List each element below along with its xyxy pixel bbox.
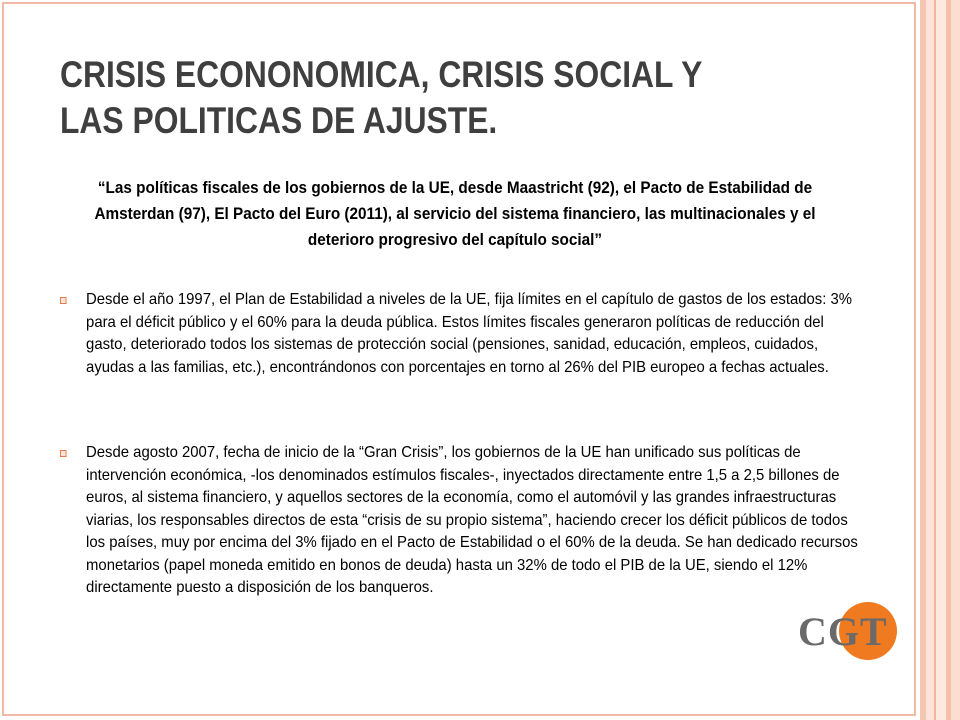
decorative-stripe xyxy=(936,0,946,720)
bullet-text: Desde agosto 2007, fecha de inicio de la “Gran Crisis”, los gobiernos de la UE han unificado sus políticas de intervención económica, -los denominados estímulos fiscales-, inyectados directamente entre 1,5 a 2,5 billones de euros, al sistema financiero, y aquellos sectores de la economía, como el automóvil y las grandes infraestructuras viarias, los responsables directos de esta “crisis de su propio sistema”, haciendo crecer los déficit públicos de todos los países, muy por encima del 3% fijado en el Pacto de Estabilidad o el 60% de la deuda. Se han dedicado recursos monetarios (papel moneda emitido en bonos de deuda) hasta un 32% de todo el PIB de la UE, siendo el 12% directamente puesto a disposición de los banqueros. xyxy=(86,444,858,596)
logo-text: CGT xyxy=(798,609,888,654)
decorative-stripe xyxy=(951,0,960,720)
bullet-text: Desde el año 1997, el Plan de Estabilidad a niveles de la UE, fija límites en el capítulo de gastos de los estados: 3% para el déficit público y el 60% para la deuda pública. Estos límites fiscales generaron políticas de reducción del gasto, deteriorado todos los sistemas de protección social (pensiones, sanidad, educación, empleos, cuidados, ayudas a las familias, etc.), encontrándonos con porcentajes en torno al 26% del PIB europeo a fechas actuales. xyxy=(86,291,853,376)
slide-title-line2: LAS POLITICAS DE AJUSTE. xyxy=(60,99,498,141)
bullet-item xyxy=(60,289,860,379)
slide-title xyxy=(60,52,765,144)
square-bullet-icon xyxy=(60,450,67,457)
quote-paragraph: “Las políticas fiscales de los gobiernos de la UE, desde Maastricht (92), el Pacto de Estabilidad de Amsterdan (97), El Pacto del Euro (2011), al servicio del sistema financiero, las multinacionales y el deterioro progresivo del capítulo social” xyxy=(94,178,816,249)
bullet-item xyxy=(60,442,860,600)
cgt-logo xyxy=(798,602,918,662)
square-bullet-icon xyxy=(60,297,67,304)
decorative-stripe xyxy=(926,0,934,720)
slide-title-line1: CRISIS ECONONOMICA, CRISIS SOCIAL Y xyxy=(60,54,703,95)
